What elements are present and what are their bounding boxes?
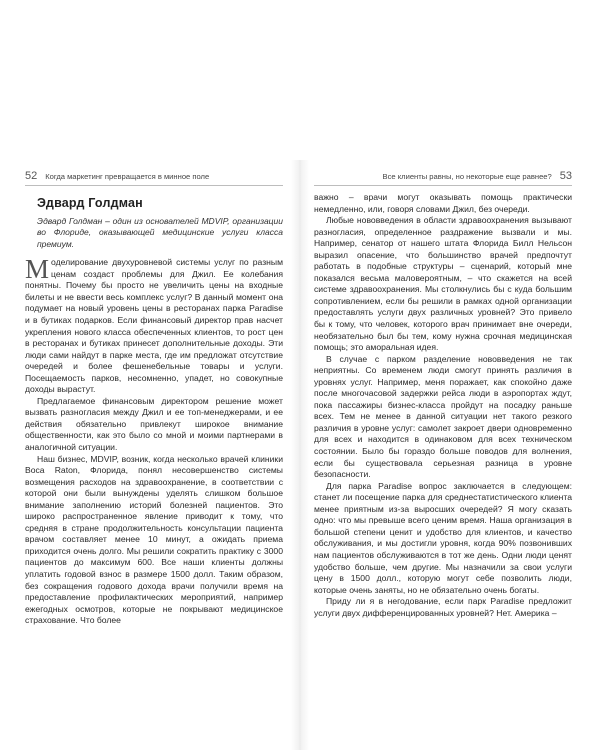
left-paragraph-1-text: оделирование двухуровневой системы услуг по разным ценам создаст проблемы для Джил. Ее колебания понятны. Почему бы просто не увеличить цены на входные билеты и не ввести весь комплекс услуг? В данный момент она подумает на новый уровень цены в ресторанах парка Paradise и в бутиках подарков. Если финансовый директор прав насчет укрепления нового класса обеспеченных клиентов, то рост цен в ресторанах и бутиках принесет дополнительные доходы. Эти люди сами найдут в парке места, где им предложат отсутствие очередей и более фешенебельные товары и услуги. Посещаемость парков, несомненно, упадет, но совокупные доходы вырастут. <box>25 257 283 395</box>
book-gutter <box>291 160 309 750</box>
left-paragraph-2: Предлагаемое финансовым директором решение может вызвать разногласия между Джил и ее топ-менеджерами, и ее действия обязательно привлекут широкое внимание общественности, как это было со мной и моими партнерами в аналогичной ситуации. <box>25 395 283 452</box>
right-running-head <box>314 170 572 186</box>
left-page <box>25 170 283 627</box>
section-title: Эдвард Голдман <box>37 196 143 210</box>
right-page-number: 53 <box>559 170 572 182</box>
right-paragraph-1: важно – врачи могут оказывать помощь практически немедленно, или, говоря словами Джил, без очереди. <box>314 192 572 214</box>
left-running-head <box>25 170 283 186</box>
right-page <box>314 170 572 619</box>
drop-cap: М <box>25 254 50 285</box>
author-intro: Эдвард Голдман – один из основателей MDVIP, организации во Флориде, оказывающей медицинские услуги класса премиум. <box>37 216 283 249</box>
left-paragraph-1 <box>25 254 283 396</box>
right-paragraph-2: Любые нововведения в области здравоохранения вызывают разногласия, определенное раздражение вызвали и мы. Например, сенатор от нашего штата Флорида Билл Нельсон выразил опасение, что большинство врачей предпочтут работать в подобные структуры – сценарий, который мне показался весьма маловероятным, – что скажется на всей системе здравоохранения. Мы столкнулись бы с куда большим сопротивлением, если бы решили в рамках одной организации предоставлять услуги двух различных уровней? Это привело бы к тому, что человек, которого врач принимает вне очереди, необязательно был бы тем, кому нужна срочная медицинская помощь; это аморальная идея. <box>314 215 572 353</box>
left-paragraph-3: Наш бизнес, MDVIP, возник, когда несколько врачей клиники Boca Raton, Флорида, понял несовершенство системы возмещения расходов на здравоохранение, в соответствии с которой они были вынуждены уделять слишком большое внимание заполнению историй болезней пациентов. Это широко распространенное явление приводит к тому, что средняя в стране продолжительность консультации пациента врачом составляет менее 10 минут, а ожидать приема приходится очень долго. Мы решили сократить практику с 3000 пациентов до максимум 600. Все наши клиенты должны уплатить годовой взнос в размере 1500 долл. Таким образом, без сокращения годового дохода врачи получили время на предоставление профилактических мероприятий, например ежегодных осмотров, которые не покрывают медицинское страхование. Что более <box>25 453 283 626</box>
right-paragraph-3: В случае с парком разделение нововведения не так неприятны. Со временем люди смогут принять различия в уровнях услуг. Например, меня поражает, как спокойно даже после многочасовой задержки рейса люди в аэропортах ждут, пока пассажиры бизнес-класса пройдут на посадку раньше всех. Тем не менее в данной ситуации нет такого резкого различия в уровне услуг: самолет закроет двери одновременно для всех и находится в одинаковом для всех техническом состоянии. Было бы гораздо больше поводов для волнения, если бы существовала серьезная разница в уровне безопасности. <box>314 353 572 480</box>
right-paragraph-5: Приду ли я в негодование, если парк Paradise предложит услуги двух дифференцированных уровней? Нет. Америка – <box>314 596 572 618</box>
right-running-head-title: Все клиенты равны, но некоторые еще равнее? <box>382 172 552 181</box>
left-running-head-title: Когда маркетинг превращается в минное поле <box>45 172 210 181</box>
left-page-number: 52 <box>25 170 38 182</box>
right-paragraph-4: Для парка Paradise вопрос заключается в следующем: станет ли посещение парка для среднестатистического клиента менее приятным из-за выросших очередей? Я могу сказать одно: что мы превыше всего ценим время. Наша организация в большой степени ценит и удобство для клиентов, и качество обслуживания, и мы достигли уровня, когда 90% позвонивших нам пациентов обслуживаются в тот же день. Одни люди ценят удобство больше, чем другие. Мы назначили за свои услуги цену в 1500 долл., которую могут себе позволить люди, которые очень заняты, но не обязательно очень богаты. <box>314 480 572 595</box>
